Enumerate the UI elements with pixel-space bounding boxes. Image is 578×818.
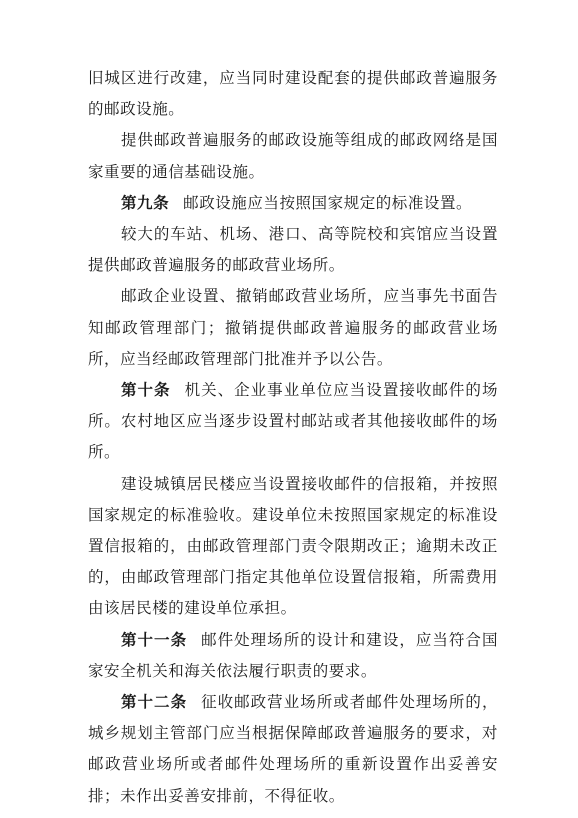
paragraph-text: 较大的车站、机场、港口、高等院校和宾馆应当设置提供邮政普遍服务的邮政营业场所。	[88, 225, 498, 275]
document-page	[88, 63, 498, 812]
paragraph-text: 提供邮政普遍服务的邮政设施等组成的邮政网络是国家重要的通信基础设施。	[88, 131, 498, 181]
article-number: 第九条	[121, 193, 170, 212]
paragraph	[88, 219, 498, 281]
paragraph	[88, 125, 498, 187]
paragraph-continuation	[88, 63, 498, 125]
article-number: 第十条	[121, 381, 171, 400]
paragraph-text: 征收邮政营业场所或者邮件处理场所的，城乡规划主管部门应当根据保障邮政普遍服务的要求，对邮政营业场所或者邮件处理场所的重新设置作出妥善安排；未作出妥善安排前，不得征收。	[88, 693, 499, 805]
paragraph-text: 建设城镇居民楼应当设置接收邮件的信报箱，并按照国家规定的标准验收。建设单位未按照国家规定的标准设置信报箱的，由邮政管理部门责令限期改正；逾期未改正的，由邮政管理部门指定其他单位设置信报箱，所需费用由该居民楼的建设单位承担。	[88, 474, 498, 618]
article-12-paragraph	[88, 687, 498, 812]
article-11-paragraph	[88, 625, 498, 687]
paragraph-text: 邮件处理场所的设计和建设，应当符合国家安全机关和海关依法履行职责的要求。	[88, 630, 499, 680]
paragraph-text: 邮政设施应当按照国家规定的标准设置。	[183, 193, 473, 212]
article-10-paragraph	[88, 375, 498, 469]
article-number: 第十一条	[121, 630, 188, 649]
article-number: 第十二条	[121, 693, 188, 712]
paragraph-text: 邮政企业设置、撤销邮政营业场所，应当事先书面告知邮政管理部门；撤销提供邮政普遍服务的邮政营业场所，应当经邮政管理部门批准并予以公告。	[88, 287, 498, 368]
paragraph-text: 机关、企业事业单位应当设置接收邮件的场所。农村地区应当逐步设置村邮站或者其他接收邮件的场所。	[88, 381, 499, 462]
paragraph	[88, 281, 498, 375]
article-9-paragraph	[88, 188, 498, 219]
paragraph	[88, 469, 498, 625]
paragraph-text: 旧城区进行改建，应当同时建设配套的提供邮政普遍服务的邮政设施。	[88, 69, 498, 119]
